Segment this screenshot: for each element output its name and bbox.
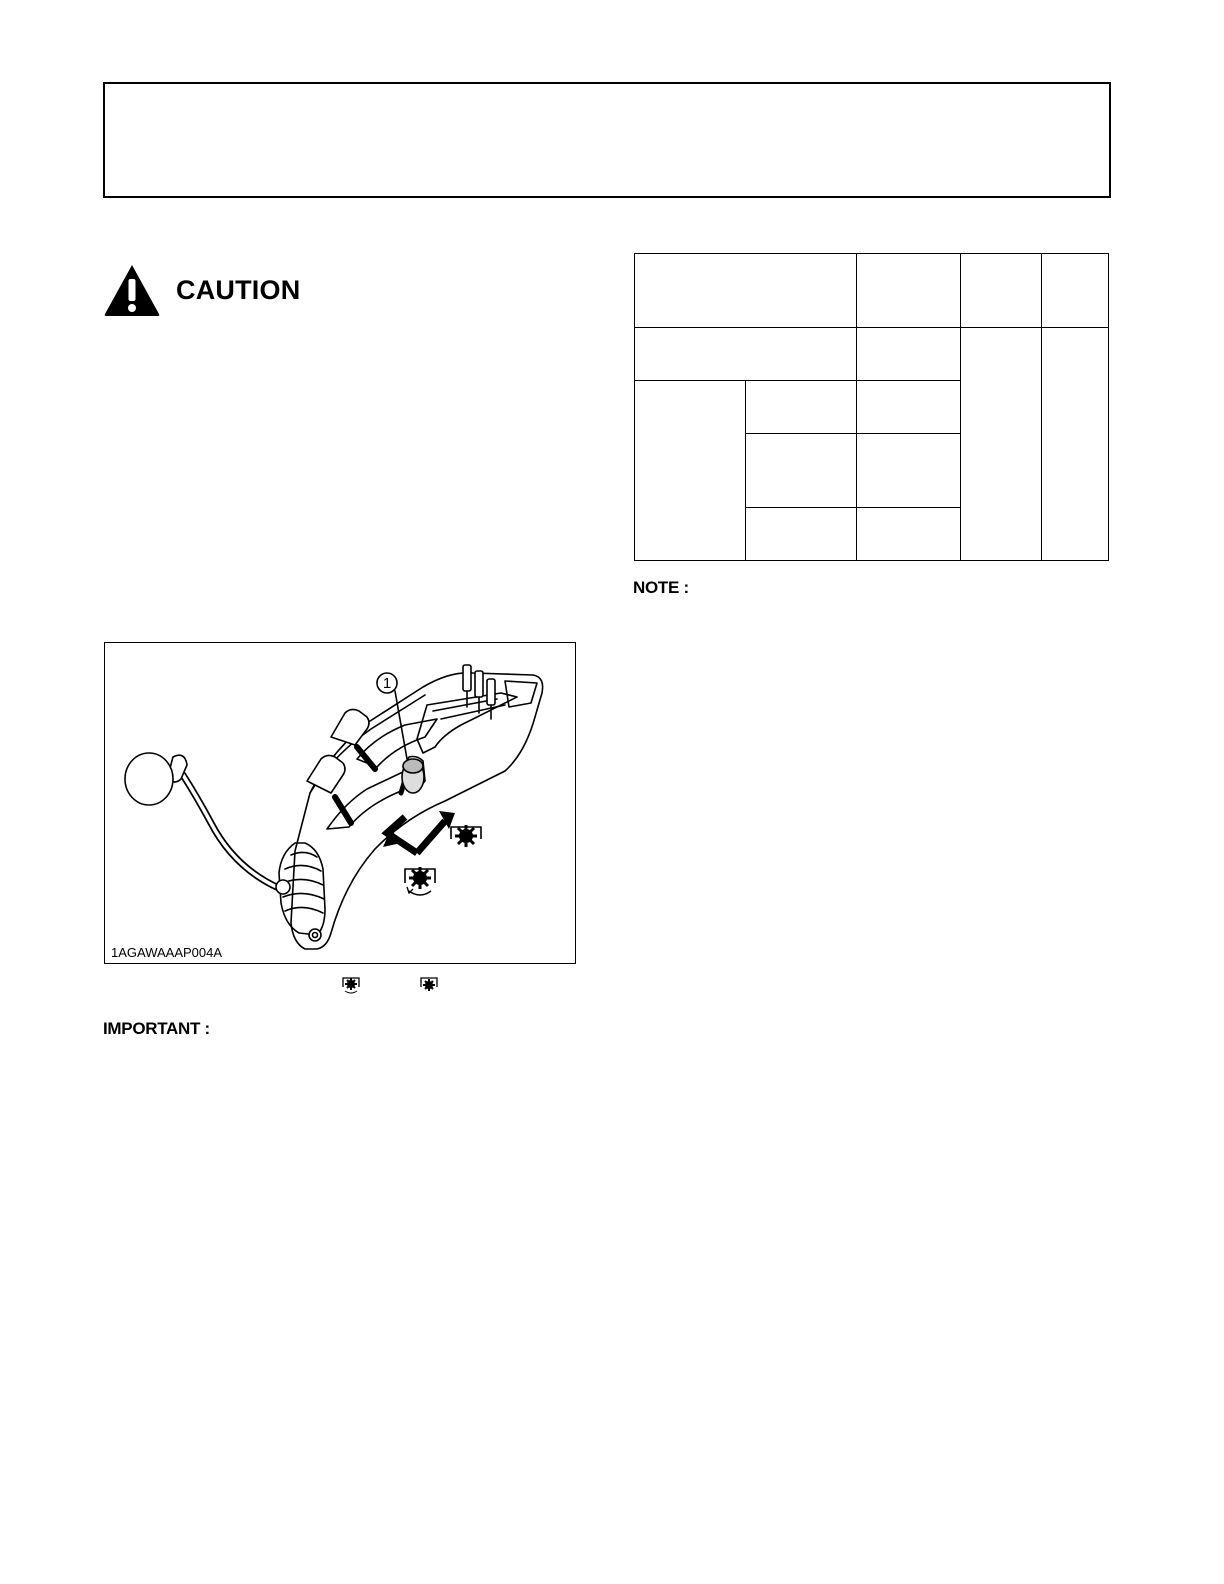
table-cell bbox=[961, 254, 1042, 328]
lever-console-illustration bbox=[105, 643, 575, 963]
gear-rotation-symbol-icon bbox=[405, 867, 435, 895]
callout-number: 1 bbox=[382, 675, 392, 692]
table-cell bbox=[746, 381, 857, 434]
caution-heading bbox=[103, 262, 300, 318]
table-cell bbox=[635, 381, 746, 561]
table-cell bbox=[857, 434, 961, 508]
table-cell bbox=[635, 328, 857, 381]
table-cell bbox=[746, 508, 857, 561]
important-label: IMPORTANT : bbox=[103, 1019, 210, 1038]
lever-console-figure bbox=[104, 642, 576, 964]
table-cell bbox=[1042, 254, 1109, 328]
table-cell bbox=[857, 508, 961, 561]
gear-rotation-symbol-icon bbox=[340, 975, 362, 995]
table-cell bbox=[857, 381, 961, 434]
gear-symbol-icon bbox=[451, 825, 481, 847]
table-cell bbox=[857, 328, 961, 381]
caution-label: CAUTION bbox=[176, 274, 301, 305]
header-box bbox=[103, 82, 1111, 198]
table-cell bbox=[746, 434, 857, 508]
table-cell bbox=[857, 254, 961, 328]
spec-table bbox=[634, 253, 1109, 561]
gear-symbol-icon bbox=[418, 975, 440, 995]
table-cell bbox=[1042, 328, 1109, 561]
warning-triangle-icon bbox=[103, 263, 161, 317]
figure-code: 1AGAWAAAP004A bbox=[111, 945, 223, 960]
table-cell bbox=[961, 328, 1042, 561]
note-label: NOTE : bbox=[633, 578, 689, 597]
table-cell bbox=[635, 254, 857, 328]
